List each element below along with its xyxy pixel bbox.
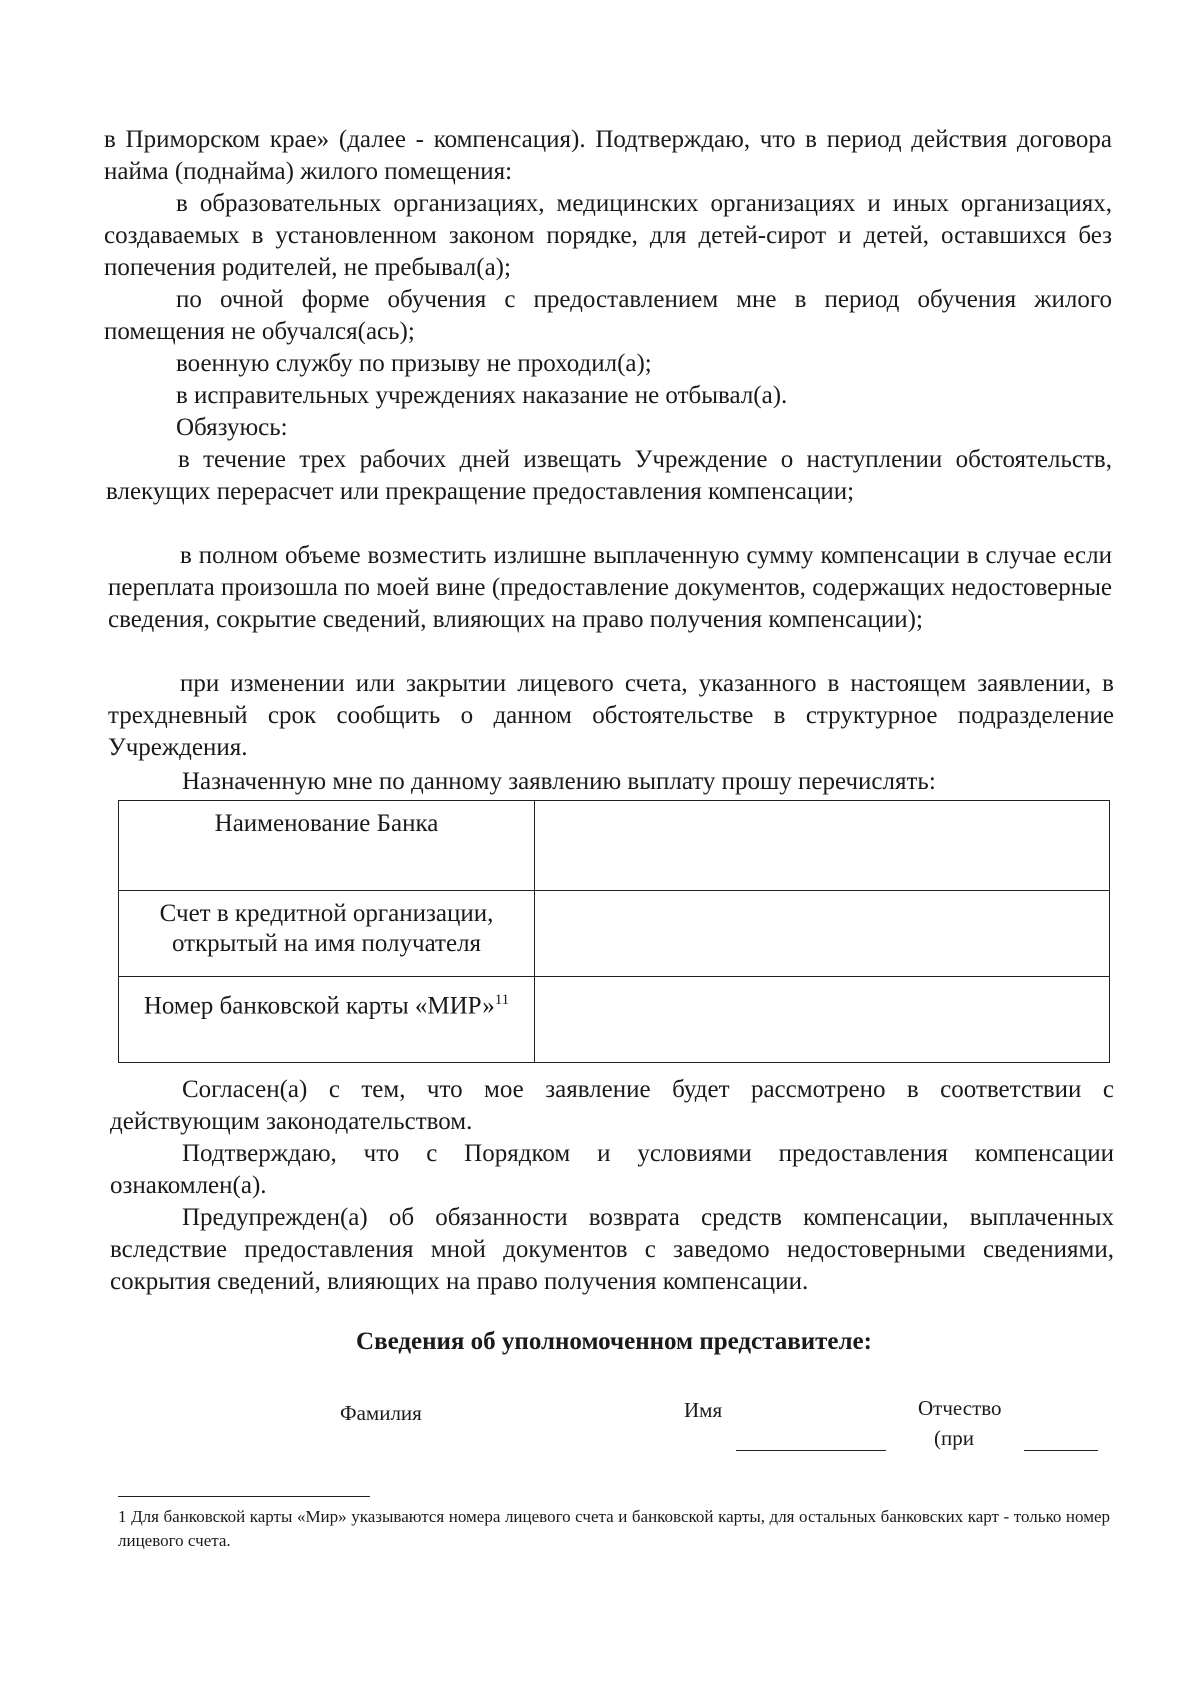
intro-paragraph: в Приморском крае» (далее - компенсация). Подтверждаю, что в период действия договора найма (поднайма) жилого помещения: <box>104 126 1112 185</box>
paragraph-not-resided: в образовательных организациях, медицинских организациях и иных организациях, создаваемых в установленном законом порядке, для детей-сирот и детей, оставшихся без попечения родителей, не пребывал(а); <box>104 190 1112 281</box>
paragraph-not-studied: по очной форме обучения с предоставлением мне в период обучения жилого помещения не обучался(ась); <box>104 286 1112 345</box>
paragraph-agree: Согласен(а) с тем, что мое заявление будет рассмотрено в соответствии с действующим законодательством. <box>110 1076 1114 1135</box>
bank-name-label: Наименование Банка <box>119 801 535 891</box>
name-label: Имя <box>684 1398 723 1422</box>
footnote-text: Для банковской карты «Мир» указываются номера лицевого счета и банковской карты, для остальных банковских карт - только номер лицевого счета. <box>118 1507 1110 1550</box>
card-label <box>119 977 535 1063</box>
table-row <box>119 977 1110 1063</box>
footnote-reference: 11 <box>494 992 510 1008</box>
footnote-separator <box>118 1496 370 1497</box>
paragraph-payment-request: Назначенную мне по данному заявлению выплату прошу перечислять: <box>182 768 936 795</box>
account-value[interactable] <box>535 891 1110 977</box>
table-row <box>119 801 1110 891</box>
patronymic-field-line[interactable] <box>1024 1450 1098 1451</box>
bank-name-value[interactable] <box>535 801 1110 891</box>
paragraph-correctional: в исправительных учреждениях наказание не отбывал(а). <box>176 382 788 409</box>
paragraph-account-change: при изменении или закрытии лицевого счета, указанного в настоящем заявлении, в трехдневный срок сообщить о данном обстоятельстве в структурное подразделение Учреждения. <box>108 670 1114 761</box>
paragraph-obligate: Обязуюсь: <box>176 414 288 441</box>
table-row <box>119 891 1110 977</box>
account-label: Счет в кредитной организации, открытый на имя получателя <box>119 891 535 977</box>
paragraph-warned: Предупрежден(а) об обязанности возврата средств компенсации, выплаченных вследствие предоставления мной документов с заведомо недостоверными сведениями, сокрытия сведений, влияющих на право получения компенсации. <box>110 1204 1114 1295</box>
patronymic-label: Отчество <box>918 1396 1002 1420</box>
footnote <box>118 1505 1110 1553</box>
paragraph-acknowledge: Подтверждаю, что с Порядком и условиями предоставления компенсации ознакомлен(а). <box>110 1140 1114 1199</box>
card-value[interactable] <box>535 977 1110 1063</box>
paragraph-notify: в течение трех рабочих дней извещать Учреждение о наступлении обстоятельств, влекущих перерасчет или прекращение предоставления компенсации; <box>106 446 1112 505</box>
paragraph-military: военную службу по призыву не проходил(а); <box>176 350 652 377</box>
bank-details-table <box>118 800 1110 1063</box>
card-label-text: Номер банковской карты «МИР» <box>143 992 495 1020</box>
paragraph-refund: в полном объеме возместить излишне выплаченную сумму компенсации в случае если переплата произошла по моей вине (предоставление документов, содержащих недостоверные сведения, сокрытие сведений, влияющих на право получения компенсации); <box>108 542 1112 633</box>
name-field-line[interactable] <box>736 1450 886 1451</box>
patronymic-note: (при <box>934 1426 974 1450</box>
surname-label: Фамилия <box>340 1401 422 1425</box>
footnote-marker: 1 <box>118 1507 127 1526</box>
representative-heading: Сведения об уполномоченном представителе: <box>356 1328 872 1355</box>
